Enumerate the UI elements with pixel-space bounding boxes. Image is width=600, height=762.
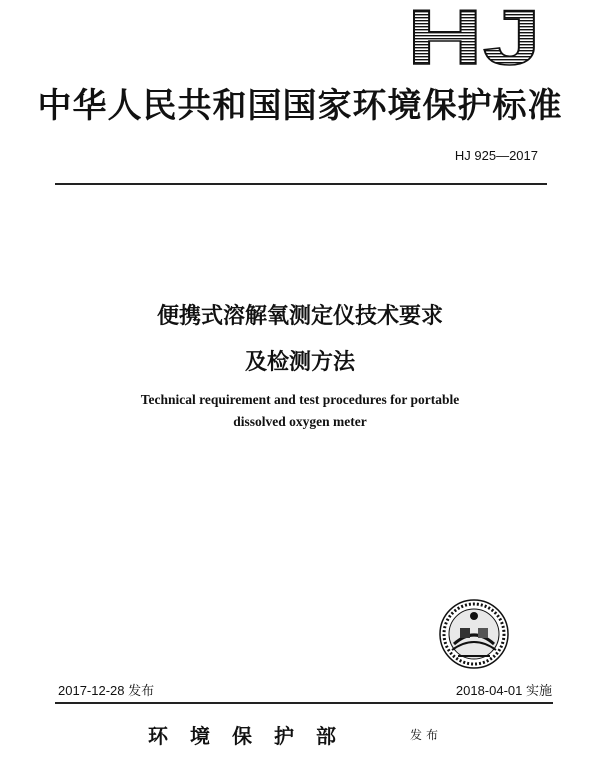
logo-text: HJ [407, 2, 541, 70]
ministry-seal-emblem [436, 598, 512, 670]
issuing-authority-suffix: 发布 [410, 728, 443, 742]
document-title-zh-line1: 便携式溶解氧测定仪技术要求 [156, 304, 443, 329]
document-title-en-line1: Technical requirement and test procedures for portable [140, 392, 460, 407]
standard-number: HJ 925—2017 [454, 148, 538, 163]
divider-bottom [55, 702, 553, 704]
issuing-authority: 环境保护部 [148, 724, 358, 748]
implementation-date: 2018-04-01 实施 [455, 683, 552, 698]
document-title-en-line2: dissolved oxygen meter [233, 414, 367, 429]
divider-top [55, 183, 547, 185]
issue-date: 2017-12-28 发布 [58, 683, 155, 698]
hj-logo [405, 2, 545, 70]
standard-category-title: 中华人民共和国国家环境保护标准 [37, 86, 563, 126]
document-title-zh-line2: 及检测方法 [244, 350, 355, 375]
